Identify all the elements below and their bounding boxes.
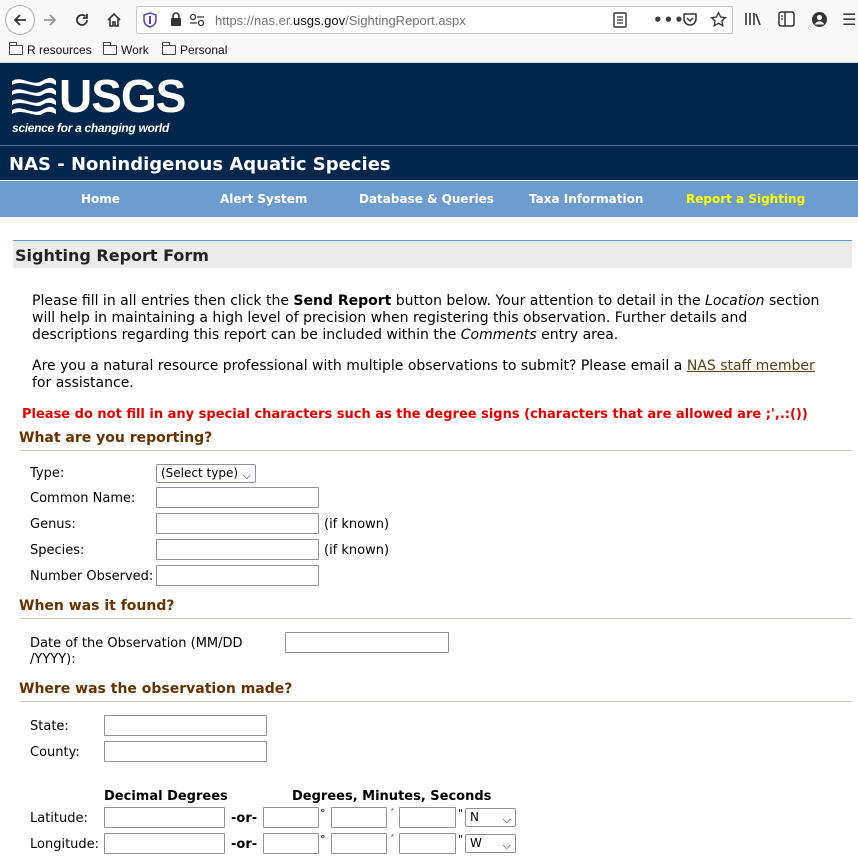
longitude-decimal-input[interactable] bbox=[104, 833, 225, 854]
bookmark-folder-r-resources[interactable] bbox=[9, 43, 92, 57]
intro-paragraph bbox=[32, 293, 832, 344]
latitude-degrees-input[interactable] bbox=[263, 807, 319, 828]
latitude-direction-select[interactable] bbox=[465, 808, 516, 827]
longitude-direction-select[interactable] bbox=[465, 834, 516, 853]
arrow-right-icon bbox=[42, 12, 58, 28]
latitude-direction-value: N bbox=[470, 810, 479, 824]
genus-if-known: (if known) bbox=[324, 517, 390, 532]
section-when-found: When was it found? bbox=[19, 598, 852, 619]
longitude-direction-value: W bbox=[470, 836, 482, 850]
bookmark-label: R resources bbox=[27, 43, 92, 57]
nav-taxa-information[interactable]: Taxa Information bbox=[529, 192, 644, 206]
degree-symbol: ° bbox=[320, 807, 326, 820]
intro-text: entry area. bbox=[541, 327, 619, 343]
longitude-degrees-input[interactable] bbox=[263, 833, 319, 854]
page-actions-icon[interactable]: ••• bbox=[653, 11, 685, 29]
special-characters-warning: Please do not fill in any special characters such as the degree signs (characters that are allowed are ;',.:()) bbox=[22, 407, 808, 422]
bookmark-folder-work[interactable] bbox=[103, 43, 149, 57]
account-icon[interactable] bbox=[811, 11, 828, 28]
latitude-decimal-input[interactable] bbox=[104, 807, 225, 828]
intro-text: section will help in maintaining a high level of precision when registering this observation. Further details and descriptions regarding this report can be included within the bbox=[32, 293, 820, 343]
tracking-protection-icon[interactable] bbox=[143, 12, 157, 28]
intro-location: Location bbox=[705, 293, 765, 309]
url-text[interactable] bbox=[215, 13, 466, 28]
usgs-header bbox=[0, 63, 858, 145]
nav-home[interactable]: Home bbox=[81, 192, 120, 206]
forward-button[interactable] bbox=[36, 6, 64, 34]
minute-symbol: ´ bbox=[389, 833, 395, 846]
longitude-minutes-input[interactable] bbox=[331, 833, 387, 854]
back-button[interactable] bbox=[5, 5, 35, 35]
url-path: /SightingReport.aspx bbox=[345, 13, 466, 28]
professional-paragraph bbox=[32, 358, 832, 392]
longitude-label: Longitude: bbox=[30, 837, 100, 852]
intro-text: Please fill in all entries then click the bbox=[32, 293, 289, 309]
pocket-icon[interactable] bbox=[682, 12, 698, 27]
bookmark-folder-personal[interactable] bbox=[162, 43, 227, 57]
intro-comments: Comments bbox=[460, 327, 537, 343]
genus-label: Genus: bbox=[30, 517, 76, 532]
state-label: State: bbox=[30, 719, 69, 734]
site-title[interactable]: NAS - Nonindigenous Aquatic Species bbox=[9, 154, 391, 175]
type-label: Type: bbox=[30, 466, 65, 481]
reload-button[interactable] bbox=[68, 6, 96, 34]
usgs-tagline: science for a changing world bbox=[12, 121, 169, 135]
date-label: Date of the Observation (MM/DD bbox=[30, 636, 243, 651]
bookmark-star-icon[interactable] bbox=[710, 11, 727, 28]
pro-text: for assistance. bbox=[32, 375, 134, 391]
species-input[interactable] bbox=[156, 539, 319, 560]
county-input[interactable] bbox=[104, 741, 267, 762]
degree-symbol: ° bbox=[320, 833, 326, 846]
folder-icon bbox=[162, 45, 176, 55]
or-separator: -or- bbox=[231, 837, 258, 852]
observation-date-input[interactable] bbox=[285, 632, 449, 653]
intro-send-report: Send Report bbox=[293, 293, 392, 309]
section-where-observed: Where was the observation made? bbox=[19, 681, 852, 702]
section-what-reporting: What are you reporting? bbox=[19, 430, 852, 451]
number-observed-input[interactable] bbox=[156, 565, 319, 586]
species-if-known: (if known) bbox=[324, 543, 390, 558]
state-input[interactable] bbox=[104, 715, 267, 736]
main-nav bbox=[0, 180, 858, 217]
usgs-wave-icon bbox=[12, 77, 56, 117]
bookmark-label: Work bbox=[121, 43, 149, 57]
folder-icon bbox=[9, 45, 23, 55]
latitude-minutes-input[interactable] bbox=[331, 807, 387, 828]
longitude-seconds-input[interactable] bbox=[399, 833, 456, 854]
type-select[interactable] bbox=[156, 464, 256, 483]
form-title: Sighting Report Form bbox=[15, 246, 209, 265]
browser-toolbar bbox=[0, 0, 858, 40]
date-label-format: /YYYY): bbox=[30, 652, 76, 667]
permissions-icon[interactable] bbox=[189, 13, 205, 27]
or-separator: -or- bbox=[231, 811, 258, 826]
chevron-down-icon: ⌵ bbox=[502, 839, 511, 852]
home-button[interactable] bbox=[100, 6, 128, 34]
county-label: County: bbox=[30, 745, 80, 760]
site-title-bar bbox=[0, 145, 858, 180]
lock-icon[interactable] bbox=[170, 12, 182, 27]
folder-icon bbox=[103, 45, 117, 55]
usgs-logo-text: USGS bbox=[59, 70, 186, 122]
url-bar[interactable] bbox=[136, 6, 733, 34]
latitude-label: Latitude: bbox=[30, 811, 88, 826]
nav-alert-system[interactable]: Alert System bbox=[220, 192, 308, 206]
second-symbol: " bbox=[458, 807, 464, 820]
common-name-input[interactable] bbox=[156, 487, 319, 508]
minute-symbol: ´ bbox=[389, 807, 395, 820]
nav-report-a-sighting[interactable]: Report a Sighting bbox=[686, 192, 806, 206]
dms-heading: Degrees, Minutes, Seconds bbox=[292, 789, 492, 804]
chevron-down-icon: ⌵ bbox=[242, 469, 251, 482]
nas-staff-link[interactable]: NAS staff member bbox=[686, 358, 815, 374]
latitude-seconds-input[interactable] bbox=[399, 807, 456, 828]
sidebar-icon[interactable] bbox=[778, 11, 795, 27]
menu-icon[interactable]: ☰ bbox=[842, 10, 857, 29]
pro-text: Are you a natural resource professional with multiple observations to submit? Please email a bbox=[32, 358, 683, 374]
species-label: Species: bbox=[30, 543, 85, 558]
decimal-degrees-heading: Decimal Degrees bbox=[104, 789, 228, 804]
library-icon[interactable] bbox=[744, 11, 762, 27]
arrow-left-icon bbox=[12, 12, 28, 28]
home-icon bbox=[106, 12, 122, 28]
common-name-label: Common Name: bbox=[30, 491, 136, 506]
genus-input[interactable] bbox=[156, 513, 319, 534]
second-symbol: " bbox=[458, 833, 464, 846]
url-domain: usgs.gov bbox=[293, 13, 346, 28]
type-select-value: (Select type) bbox=[161, 466, 239, 480]
nav-database-queries[interactable]: Database & Queries bbox=[359, 192, 494, 206]
form-title-bar bbox=[13, 240, 852, 268]
number-observed-label: Number Observed: bbox=[30, 569, 154, 584]
reader-view-icon[interactable] bbox=[613, 12, 627, 28]
chevron-down-icon: ⌵ bbox=[502, 813, 511, 826]
reload-icon bbox=[74, 12, 90, 28]
url-prefix: https://nas.er. bbox=[215, 13, 294, 28]
intro-text: button below. Your attention to detail in the bbox=[395, 293, 701, 309]
bookmark-label: Personal bbox=[180, 43, 228, 57]
